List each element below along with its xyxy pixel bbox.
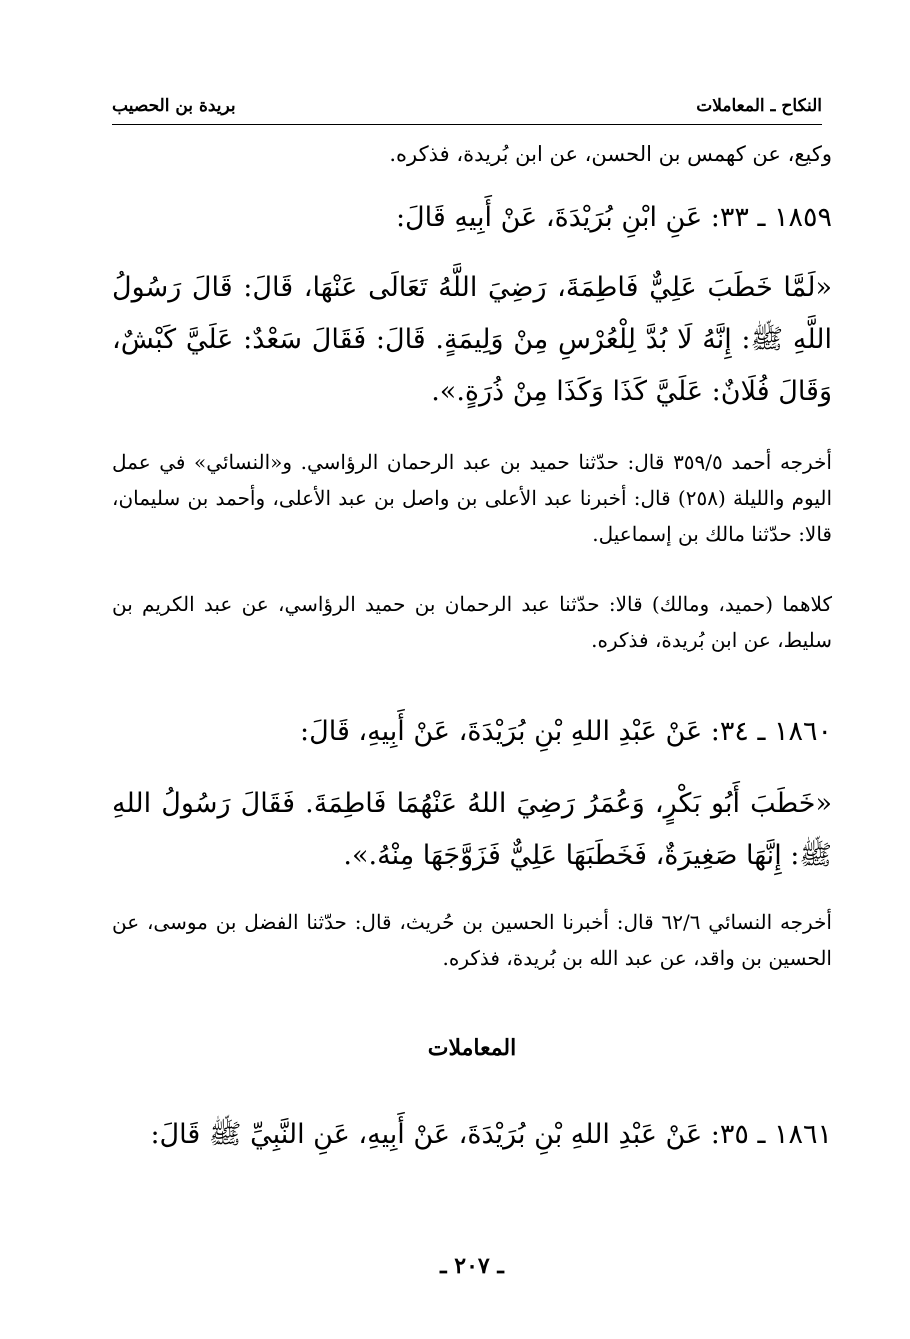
section-title: المعاملات: [427, 1035, 517, 1061]
continuation-text: وكيع، عن كهمس بن الحسن، عن ابن بُريدة، فذكره.: [389, 142, 832, 166]
hadith-1860-heading: ١٨٦٠ ـ ٣٤: عَنْ عَبْدِ اللهِ بْنِ بُرَيْدَةَ، عَنْ أَبِيهِ، قَالَ:: [300, 716, 832, 747]
header-narrator-name: بريدة بن الحصيب: [112, 96, 236, 116]
hadith-1859-text: «لَمَّا خَطَبَ عَلِيٌّ فَاطِمَةَ، رَضِيَ اللَّهُ تَعَالَى عَنْهَا، قَالَ: قَالَ رَسُولُ اللَّهِ ﷺ: إِنَّهُ لَا بُدَّ لِلْعُرْسِ مِنْ وَلِيمَةٍ. قَالَ: فَقَالَ سَعْدٌ: عَلَيَّ كَبْشٌ، وَقَالَ فُلَانٌ: عَلَيَّ كَذَا وَكَذَا مِنْ ذُرَةٍ.».: [112, 272, 832, 407]
hadith-1861-heading: ١٨٦١ ـ ٣٥: عَنْ عَبْدِ اللهِ بْنِ بُرَيْدَةَ، عَنْ أَبِيهِ، عَنِ النَّبِيِّ ﷺ قَالَ:: [150, 1119, 832, 1150]
hadith-1859-takhrij-1: أخرجه أحمد ٣٥٩/٥ قال: حدّثنا حميد بن عبد الرحمان الرؤاسي. و«النسائي» في عمل اليوم والليلة (٢٥٨) قال: أخبرنا عبد الأعلى بن واصل بن عبد الأعلى، وأحمد بن سليمان، قالا: حدّثنا مالك بن إسماعيل.: [112, 450, 833, 546]
hadith-1860-takhrij: أخرجه النسائي ٦٢/٦ قال: أخبرنا الحسين بن حُريث، قال: حدّثنا الفضل بن موسى، عن الحسين بن واقد، عن عبد الله بن بُريدة، فذكره.: [112, 910, 832, 970]
hadith-1859-heading: ١٨٥٩ ـ ٣٣: عَنِ ابْنِ بُرَيْدَةَ، عَنْ أَبِيهِ قَالَ:: [395, 202, 832, 233]
hadith-1859-takhrij-2: كلاهما (حميد، ومالك) قالا: حدّثنا عبد الرحمان بن حميد الرؤاسي، عن عبد الكريم بن سليط، عن ابن بُريدة، فذكره.: [112, 592, 832, 652]
page-number: ـ ٢٠٧ ـ: [440, 1253, 504, 1279]
header-chapter-title: النكاح ـ المعاملات: [696, 96, 822, 116]
hadith-1860-text: «خَطَبَ أَبُو بَكْرٍ، وَعُمَرُ رَضِيَ اللهُ عَنْهُمَا فَاطِمَةَ. فَقَالَ رَسُولُ اللهِ ﷺ: إِنَّهَا صَغِيرَةٌ، فَخَطَبَهَا عَلِيٌّ فَزَوَّجَهَا مِنْهُ.».: [112, 788, 832, 871]
running-header: [112, 94, 822, 125]
